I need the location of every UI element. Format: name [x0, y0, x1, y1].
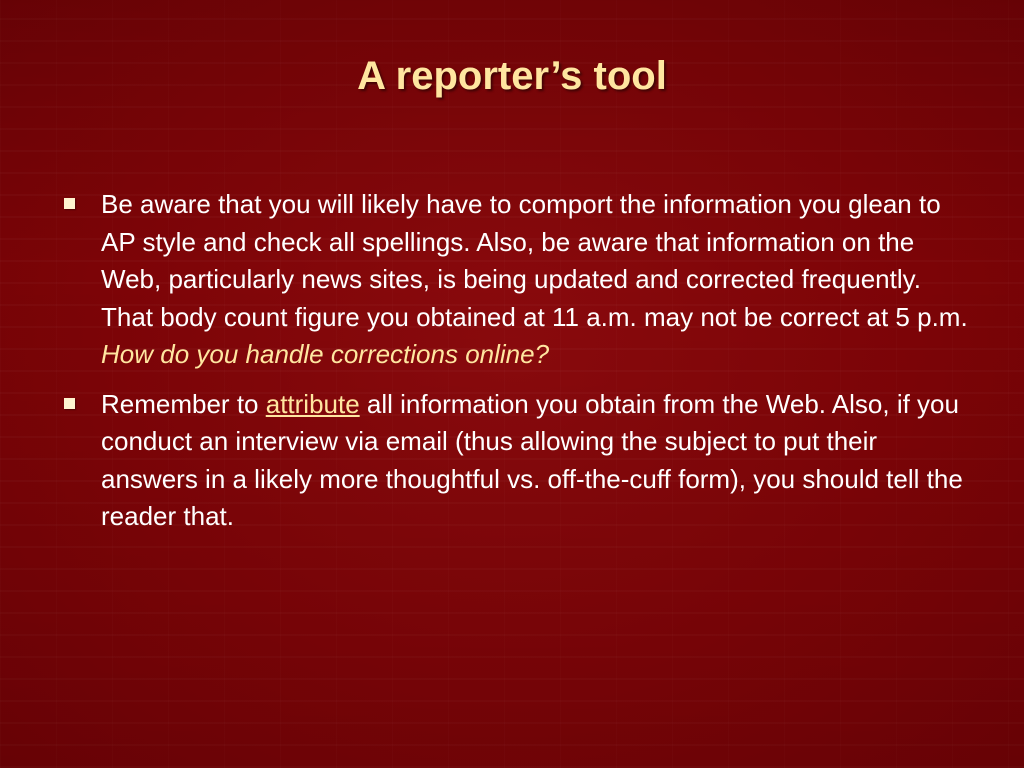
attribute-link[interactable]: attribute: [265, 388, 360, 419]
bullet-text: Be aware that you will likely have to comport the information you glean to AP style and check all spellings. Also, be aware that information on the Web, particularly news sites, is being updated and corrected frequently. That body count figure you obtained at 11 a.m. may not be correct at 5 p.m.: [101, 189, 968, 332]
bullet-list: [60, 186, 975, 548]
bullet-item-attribution: [60, 386, 975, 536]
bullet-text-prefix: Remember to: [101, 388, 266, 419]
bullet-text-suffix: all information you obtain from the Web. Also, if you conduct an interview via email (thus allowing the subject to put their answers in a likely more thoughtful vs. off-the-cuff form), you should tell the reader that.: [101, 388, 963, 531]
square-bullet-icon: [64, 398, 75, 409]
slide-title: A reporter’s tool: [357, 54, 667, 98]
square-bullet-icon: [64, 198, 75, 209]
bullet-item-ap-style: [60, 186, 975, 374]
bullet-emphasis-question: How do you handle corrections online?: [101, 339, 550, 369]
